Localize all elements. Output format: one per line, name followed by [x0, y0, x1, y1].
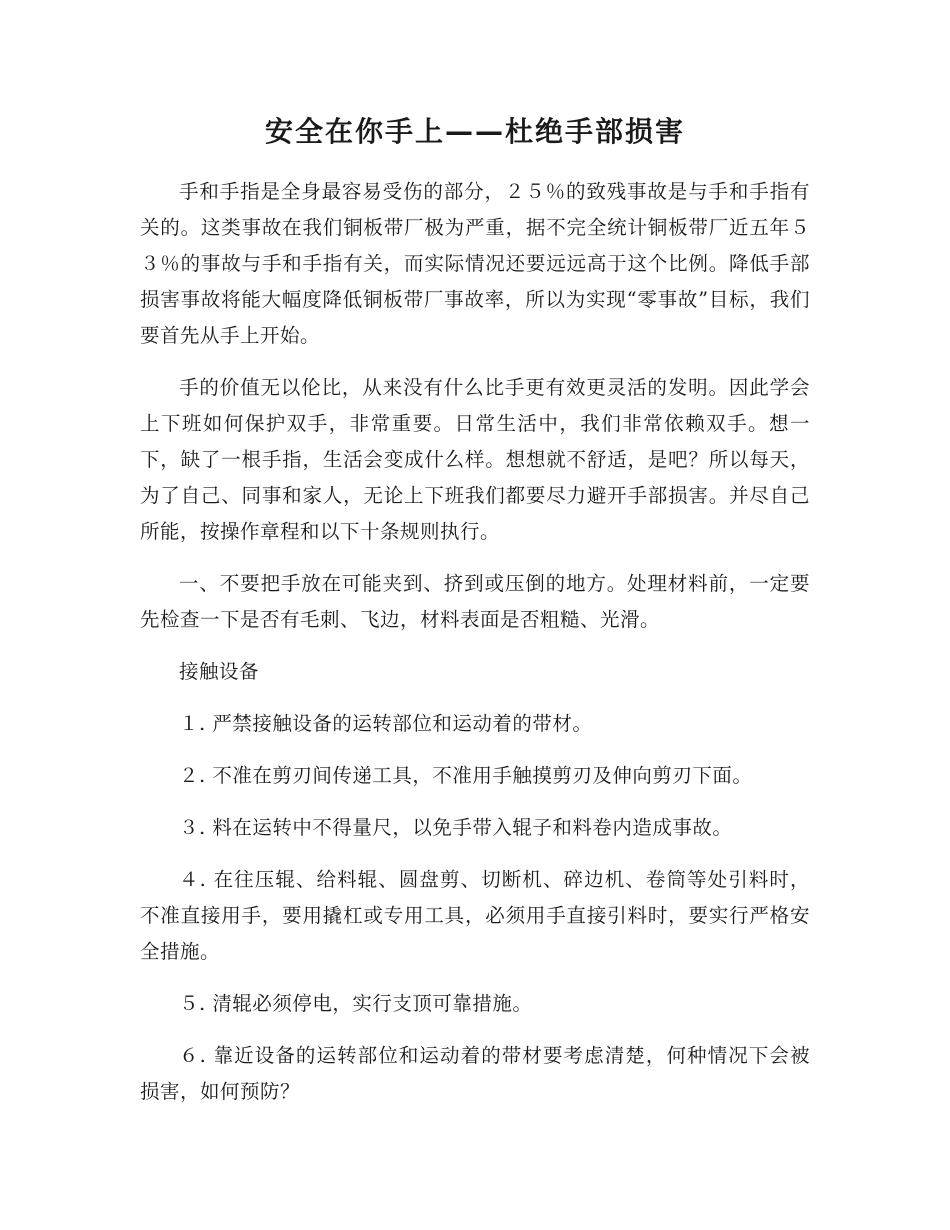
paragraph-intro: 手和手指是全身最容易受伤的部分，２５％的致残事故是与手和手指有关的。这类事故在我们铜板带厂极为严重，据不完全统计铜板带厂近五年５３％的事故与手和手指有关，而实际情况还要远远高于这个比例。降低手部损害事故将能大幅度降低铜板带厂事故率，所以为实现“零事故”目标，我们要首先从手上开始。 — [140, 180, 810, 347]
list-item-2: ２. 不准在剪刃间传递工具，不准用手触摸剪刃及伸向剪刃下面。 — [179, 764, 753, 787]
list-item-5: ５. 清辊必须停电，实行支顶可靠措施。 — [179, 992, 533, 1015]
section-heading-equipment: 接触设备 — [179, 660, 260, 683]
list-item-6: ６. 靠近设备的运转部位和运动着的带材要考虑清楚，何种情况下会被损害，如何预防？ — [140, 1044, 810, 1103]
list-item-3: ３. 料在运转中不得量尺，以免手带入辊子和料卷内造成事故。 — [179, 816, 733, 839]
document-page — [140, 108, 810, 1126]
document-title: 安全在你手上——杜绝手部损害 — [264, 115, 685, 148]
list-item-4: ４. 在往压辊、给料辊、圆盘剪、切断机、碎边机、卷筒等处引料时，不准直接用手，要用撬杠或专用工具，必须用手直接引料时，要实行严格安全措施。 — [140, 868, 810, 963]
list-item-1: １. 严禁接触设备的运转部位和运动着的带材。 — [179, 712, 593, 735]
paragraph-rule-one: 一、不要把手放在可能夹到、挤到或压倒的地方。处理材料前，一定要先检查一下是否有毛刺、飞边，材料表面是否粗糙、光滑。 — [140, 572, 810, 631]
paragraph-hand-value: 手的价值无以伦比，从来没有什么比手更有效更灵活的发明。因此学会上下班如何保护双手，非常重要。日常生活中，我们非常依赖双手。想一下，缺了一根手指，生活会变成什么样。想想就不舒适，是吧？所以每天，为了自己、同事和家人，无论上下班我们都要尽力避开手部损害。并尽自己所能，按操作章程和以下十条规则执行。 — [140, 376, 810, 543]
